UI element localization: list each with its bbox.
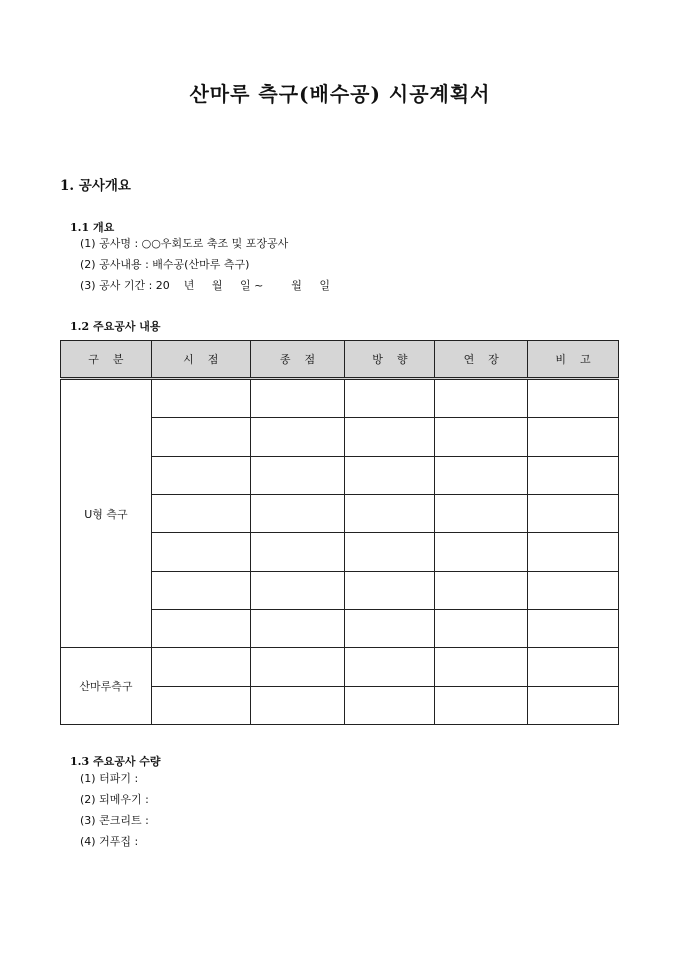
table-cell [528, 533, 619, 571]
table-cell [151, 686, 250, 724]
table-cell [435, 609, 528, 647]
table-cell [250, 609, 345, 647]
header-length: 연 장 [435, 341, 528, 379]
table-cell [250, 686, 345, 724]
table-cell [345, 533, 435, 571]
subsection-heading-1-3: 1.3 주요공사 수량 [70, 755, 161, 768]
table-cell [250, 494, 345, 532]
work-content-line: (2) 공사내용 : 배수공(산마루 측구) [80, 258, 250, 271]
quantity-formwork: (4) 거푸집 : [80, 835, 139, 848]
table-cell [151, 609, 250, 647]
header-category: 구 분 [61, 341, 152, 379]
table-cell [250, 379, 345, 418]
table-cell [435, 379, 528, 418]
table-cell [528, 418, 619, 456]
table-cell [345, 686, 435, 724]
table-cell [435, 494, 528, 532]
table-row [61, 648, 619, 686]
quantity-backfill: (2) 되메우기 : [80, 793, 149, 806]
table-cell [250, 648, 345, 686]
table-cell [435, 686, 528, 724]
table-cell [435, 533, 528, 571]
table-cell [528, 379, 619, 418]
document-title: 산마루 측구(배수공) 시공계획서 [189, 82, 491, 106]
header-direction: 방 향 [345, 341, 435, 379]
table-cell [528, 494, 619, 532]
table-cell [151, 418, 250, 456]
table-cell [528, 648, 619, 686]
group-label-u-type: U형 측구 [61, 379, 152, 648]
table-cell [151, 571, 250, 609]
table-cell [528, 609, 619, 647]
table-cell [250, 456, 345, 494]
table-cell [435, 648, 528, 686]
table-cell [151, 379, 250, 418]
table-cell [345, 494, 435, 532]
header-start-point: 시 점 [151, 341, 250, 379]
header-remarks: 비 고 [528, 341, 619, 379]
table-cell [345, 609, 435, 647]
table-cell [528, 571, 619, 609]
header-end-point: 종 점 [250, 341, 345, 379]
table-cell [345, 418, 435, 456]
table-cell [151, 648, 250, 686]
table-cell [528, 456, 619, 494]
project-name-line: (1) 공사명 : ○○우회도로 축조 및 포장공사 [80, 237, 289, 250]
table-cell [151, 456, 250, 494]
table-cell [435, 571, 528, 609]
subsection-heading-1-2: 1.2 주요공사 내용 [70, 320, 161, 333]
table-cell [250, 533, 345, 571]
quantity-excavation: (1) 터파기 : [80, 772, 139, 785]
table-cell [345, 379, 435, 418]
work-content-table [60, 340, 619, 725]
table-cell [250, 571, 345, 609]
subsection-heading-1-1: 1.1 개요 [70, 221, 115, 234]
table-cell [345, 456, 435, 494]
table-cell [151, 494, 250, 532]
group-label-ridge-gutter: 산마루측구 [61, 648, 152, 725]
table-cell [345, 648, 435, 686]
table-cell [528, 686, 619, 724]
work-period-line: (3) 공사 기간 : 20 년 월 일 ~ 월 일 [80, 279, 331, 292]
table-cell [435, 418, 528, 456]
table-cell [151, 533, 250, 571]
table-row [61, 379, 619, 418]
table-cell [250, 418, 345, 456]
table-cell [345, 571, 435, 609]
section-heading-overview: 1. 공사개요 [60, 178, 131, 194]
table-cell [435, 456, 528, 494]
quantity-concrete: (3) 콘크리트 : [80, 814, 149, 827]
